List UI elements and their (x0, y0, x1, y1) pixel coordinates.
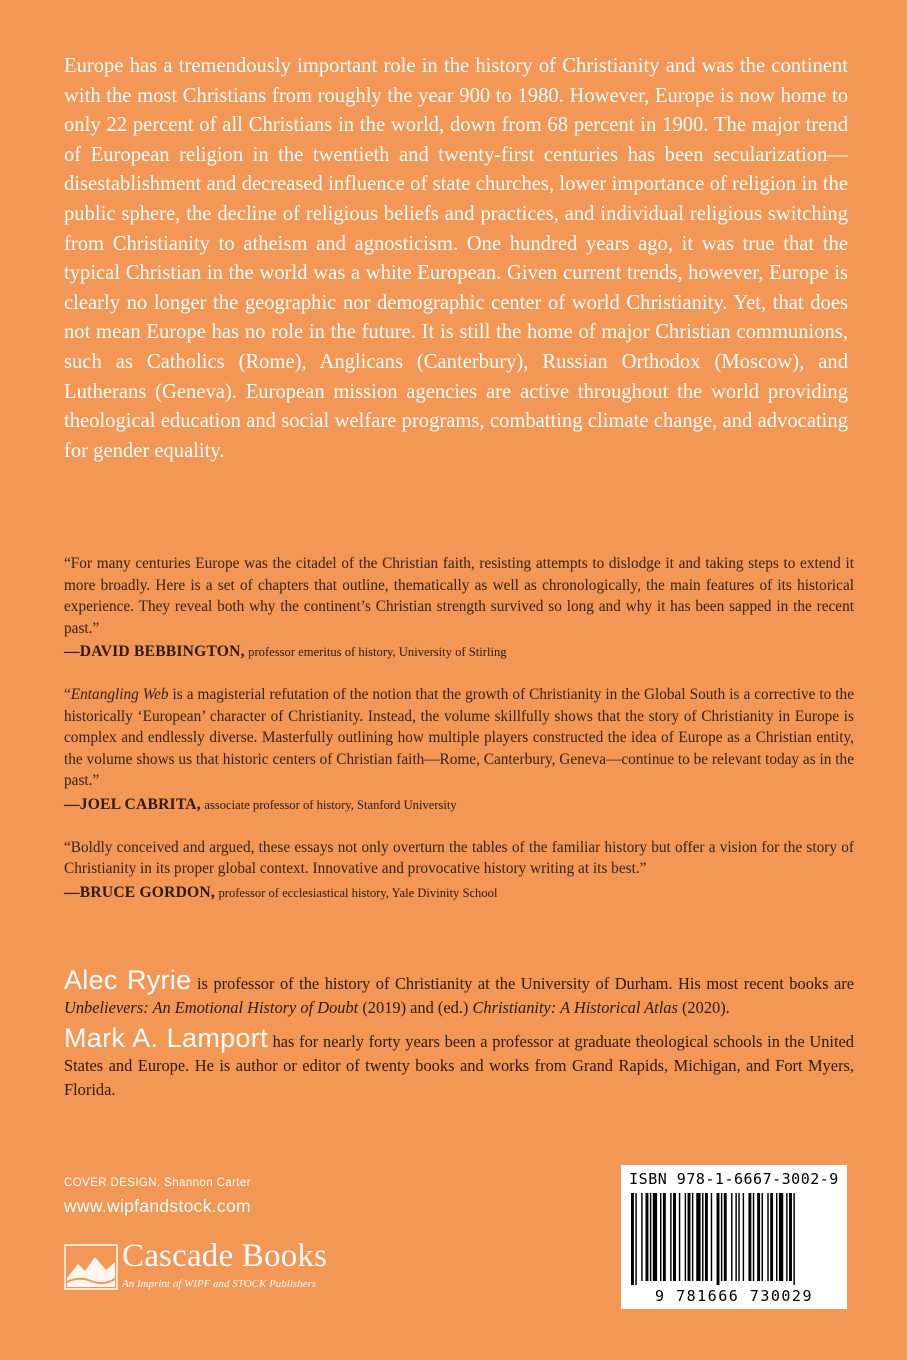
publisher-name: Cascade Books (122, 1238, 328, 1274)
endorser-name: —BRUCE GORDON, (64, 883, 215, 901)
barcode-bar (631, 1193, 634, 1285)
endorser-name: —JOEL CABRITA, (64, 795, 201, 813)
barcode-bar (670, 1193, 671, 1281)
barcode-bar (688, 1193, 691, 1281)
barcode-bar (663, 1193, 666, 1281)
book-title: Entangling Web (70, 686, 169, 703)
bio-text: (2019) and (ed.) (358, 998, 473, 1017)
author-name: Mark A. Lamport (64, 1023, 268, 1053)
barcode-bar (650, 1193, 651, 1281)
barcode-bars (629, 1193, 839, 1285)
barcode-bar (770, 1193, 773, 1281)
barcode-bar (635, 1193, 636, 1285)
barcode-bar (717, 1193, 720, 1285)
barcode-bar (789, 1193, 792, 1281)
quote-open-mark: “ (64, 686, 71, 703)
bio-text: (2020). (677, 998, 730, 1017)
endorsement-quote: “For many centuries Europe was the citadel of the Christian faith, resisting attempts to dislodge it and taking steps to extend it more broadly. Here is a set of chapters that outline, thematically as well as chronologically, the main features of its historical experience. They reveal both why the continent’s Christian strength survived so long and why it has been sapped in the recent past.” (64, 555, 854, 637)
book-title: Christianity: A Historical Atlas (472, 998, 678, 1017)
barcode-bar (724, 1193, 727, 1281)
barcode-bar (673, 1193, 676, 1281)
publisher-logo (64, 1238, 394, 1298)
barcode-bar (685, 1193, 686, 1281)
barcode-bar (696, 1193, 700, 1281)
back-cover-blurb: Europe has a tremendously important role in the history of Christianity and was the continent with the most Christians from roughly the year 900 to 1980. However, Europe is now home to only 22 percent of all Christians in the world, down from 68 percent in 1900. The major trend of European religion in the twentieth and twenty-first centuries has been secularization—disestablishment and decreased influence of state churches, lower importance of religion in the public sphere, the decline of religious beliefs and practices, and individual religious switching from Christianity to atheism and agnosticism. One hundred years ago, it was true that the typical Christian in the world was a white European. Given current trends, however, Europe is clearly no longer the geographic nor demographic center of world Christianity. Yet, that does not mean Europe has no role in the future. It is still the home of major Christian communions, such as Catholics (Rome), Anglicans (Canterbury), Russian Orthodox (Moscow), and Lutherans (Geneva). European mission agencies are active throughout the world providing theological education and social welfare programs, combatting climate change, and advocating for gender equality. (64, 55, 848, 462)
endorsement-gordon (64, 837, 854, 905)
barcode-bar (793, 1193, 794, 1285)
endorsement-quote: “Boldly conceived and argued, these essays not only overturn the tables of the familiar history but offer a vision for the story of Christianity in its proper global context. Innovative and provocative history writing at its best.” (64, 838, 854, 877)
barcode-bar (702, 1193, 703, 1281)
barcode-bar (711, 1193, 712, 1281)
barcode-digits: 9 781666 730029 (655, 1287, 813, 1305)
endorsement-bebbington (64, 553, 854, 664)
barcode-bar (743, 1193, 744, 1281)
barcode-bar (786, 1193, 787, 1281)
endorser-role: professor emeritus of history, University of Stirling (248, 645, 507, 659)
barcode-bar (705, 1193, 708, 1281)
barcode-bar (738, 1193, 739, 1281)
barcode-bar (646, 1193, 649, 1281)
barcode-bar (679, 1193, 680, 1281)
barcode-bar (735, 1193, 736, 1281)
barcode-bar (721, 1193, 722, 1281)
quote-body: is a magisterial refutation of the notion that the growth of Christianity in the Global South is a corrective to the historically ‘European’ character of Christianity. Instead, the volume skillfully shows that the story of Christianity in Europe is complex and endlessly diverse. Masterfully outlining how multiple players constructed the idea of Europe as a Christian entity, the volume shows us that historic centers of Christian faith—Rome, Canterbury, Geneva—continue to be relevant today as in the past.” (64, 686, 854, 789)
bio-lamport (64, 1023, 854, 1102)
barcode-bar (779, 1193, 783, 1281)
endorsement-cabrita (64, 684, 854, 817)
cover-design-credit: COVER DESIGN: Shannon Carter (64, 1177, 251, 1189)
barcode-bar (762, 1193, 763, 1281)
barcode-bar (757, 1193, 760, 1281)
barcode-bar (776, 1193, 777, 1281)
bio-text: is professor of the history of Christianity at the University of Durham. His most recent books are (191, 974, 855, 993)
endorsement-quote (64, 684, 854, 792)
bio-ryrie (64, 965, 855, 1020)
barcode-bar (748, 1193, 751, 1281)
barcode-bar (653, 1193, 657, 1281)
barcode-bar (731, 1193, 732, 1281)
endorser-role: associate professor of history, Stanford University (204, 797, 457, 812)
endorsements (64, 553, 854, 925)
isbn-barcode (621, 1165, 847, 1309)
endorsement-attribution (64, 882, 854, 905)
barcode-bar (641, 1193, 642, 1281)
barcode-bar (692, 1193, 693, 1281)
mountain-logo-icon (64, 1244, 118, 1290)
bio-text: has for nearly forty years been a professor at graduate theological schools in the United States and Europe. He is author or editor of twenty books and works from Grand Rapids, Michigan, and Fort Myers, Florida. (64, 1032, 854, 1099)
author-name: Alec Ryrie (64, 965, 192, 995)
author-bios (64, 965, 855, 1108)
endorser-name: —DAVID BEBBINGTON, (64, 643, 245, 660)
barcode-bar (660, 1193, 661, 1281)
publisher-website[interactable]: www.wipfandstock.com (64, 1196, 251, 1216)
endorsement-attribution (64, 794, 854, 817)
isbn-label: ISBN 978-1-6667-3002-9 (629, 1170, 839, 1188)
publisher-imprint: An Imprint of WIPF and STOCK Publishers (122, 1278, 317, 1290)
barcode-bar (767, 1193, 768, 1281)
book-title: Unbelievers: An Emotional History of Doubt (64, 998, 359, 1017)
endorsement-attribution (64, 641, 854, 664)
barcode-bar (753, 1193, 754, 1281)
endorser-role: professor of ecclesiastical history, Yale Divinity School (218, 885, 498, 900)
